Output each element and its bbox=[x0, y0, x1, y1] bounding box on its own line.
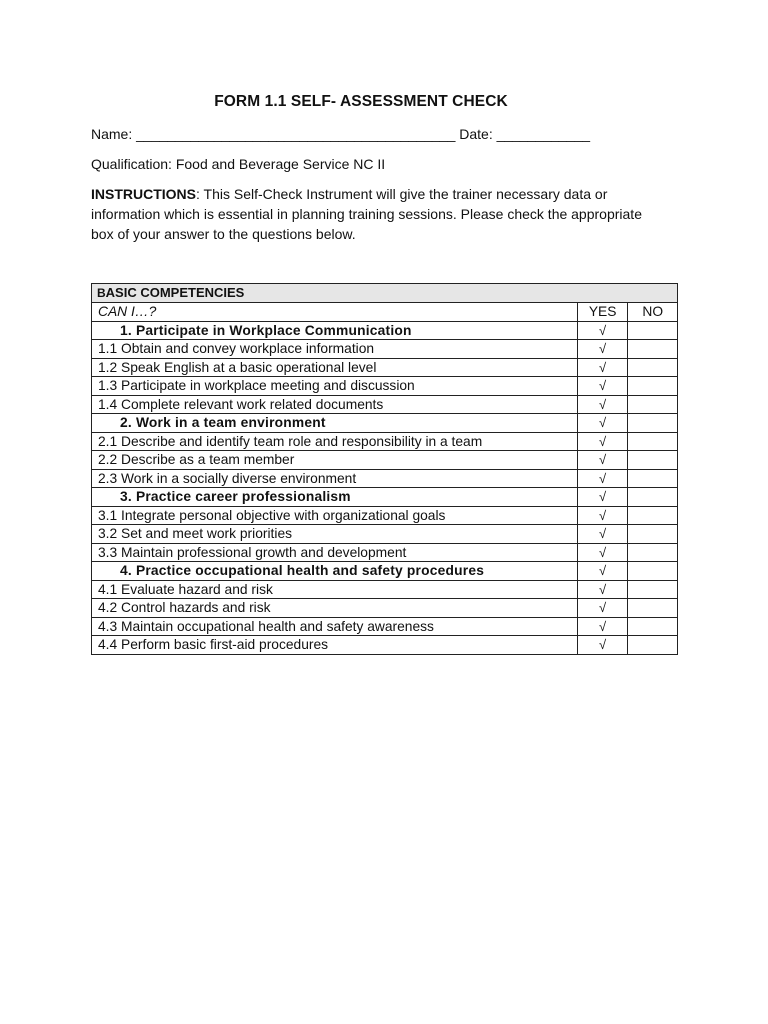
table-row bbox=[92, 599, 678, 618]
competency-rows bbox=[92, 321, 678, 654]
no-checkbox-cell[interactable] bbox=[628, 414, 678, 433]
competency-question: 4.1 Evaluate hazard and risk bbox=[92, 580, 578, 599]
no-checkbox-cell[interactable] bbox=[628, 599, 678, 618]
table-row bbox=[92, 340, 678, 359]
no-checkbox-cell[interactable] bbox=[628, 469, 678, 488]
table-row bbox=[92, 377, 678, 396]
competency-question: 4.2 Control hazards and risk bbox=[92, 599, 578, 618]
table-row bbox=[92, 543, 678, 562]
table-row bbox=[92, 525, 678, 544]
no-checkbox-cell[interactable] bbox=[628, 617, 678, 636]
no-checkbox-cell[interactable] bbox=[628, 580, 678, 599]
no-checkbox-cell[interactable] bbox=[628, 432, 678, 451]
table-row bbox=[92, 636, 678, 655]
no-checkbox-cell[interactable] bbox=[628, 358, 678, 377]
competency-question: 3.3 Maintain professional growth and development bbox=[92, 543, 578, 562]
no-checkbox-cell[interactable] bbox=[628, 395, 678, 414]
col-yes-header: YES bbox=[577, 303, 628, 322]
table-row bbox=[92, 395, 678, 414]
no-checkbox-cell[interactable] bbox=[628, 543, 678, 562]
form-title bbox=[0, 93, 768, 111]
competency-question: 3.1 Integrate personal objective with organizational goals bbox=[92, 506, 578, 525]
yes-checkbox-cell[interactable]: √ bbox=[577, 543, 628, 562]
column-header-row bbox=[92, 303, 678, 322]
competency-question: 2.2 Describe as a team member bbox=[92, 451, 578, 470]
no-checkbox-cell[interactable] bbox=[628, 321, 678, 340]
competency-question: 1.3 Participate in workplace meeting and discussion bbox=[92, 377, 578, 396]
competency-question: 1.1 Obtain and convey workplace information bbox=[92, 340, 578, 359]
table-row bbox=[92, 414, 678, 433]
instructions-text: : This Self-Check Instrument will give the trainer necessary data or information which is essential in planning training sessions. Please check the appropriate box of your answer to the questions below. bbox=[91, 186, 642, 242]
competency-question: 1. Participate in Workplace Communication bbox=[92, 321, 578, 340]
competencies-table bbox=[91, 283, 678, 655]
no-checkbox-cell[interactable] bbox=[628, 488, 678, 507]
yes-checkbox-cell[interactable]: √ bbox=[577, 469, 628, 488]
yes-checkbox-cell[interactable]: √ bbox=[577, 506, 628, 525]
yes-checkbox-cell[interactable]: √ bbox=[577, 414, 628, 433]
name-date-line: Name: _________________________________________ Date: ____________ bbox=[91, 126, 591, 142]
competency-question: 1.4 Complete relevant work related documents bbox=[92, 395, 578, 414]
table-row bbox=[92, 506, 678, 525]
table-row bbox=[92, 358, 678, 377]
table-row bbox=[92, 451, 678, 470]
no-checkbox-cell[interactable] bbox=[628, 562, 678, 581]
heading-initial: B bbox=[97, 286, 106, 300]
yes-checkbox-cell[interactable]: √ bbox=[577, 525, 628, 544]
competency-question: 2.1 Describe and identify team role and responsibility in a team bbox=[92, 432, 578, 451]
no-checkbox-cell[interactable] bbox=[628, 636, 678, 655]
no-checkbox-cell[interactable] bbox=[628, 340, 678, 359]
competency-question: 2. Work in a team environment bbox=[92, 414, 578, 433]
table-row bbox=[92, 469, 678, 488]
yes-checkbox-cell[interactable]: √ bbox=[577, 377, 628, 396]
yes-checkbox-cell[interactable]: √ bbox=[577, 321, 628, 340]
competency-question: 2.3 Work in a socially diverse environment bbox=[92, 469, 578, 488]
instructions-label: INSTRUCTIONS bbox=[91, 186, 196, 202]
competency-question: 4.4 Perform basic first-aid procedures bbox=[92, 636, 578, 655]
competency-question: 3. Practice career professionalism bbox=[92, 488, 578, 507]
yes-checkbox-cell[interactable]: √ bbox=[577, 580, 628, 599]
yes-checkbox-cell[interactable]: √ bbox=[577, 617, 628, 636]
yes-checkbox-cell[interactable]: √ bbox=[577, 358, 628, 377]
col-question-header: CAN I…? bbox=[92, 303, 578, 322]
form-title-text: FORM 1.1 SELF- ASSESSMENT CHECK bbox=[214, 93, 508, 110]
table-header-row bbox=[92, 284, 678, 303]
competency-question: 3.2 Set and meet work priorities bbox=[92, 525, 578, 544]
yes-checkbox-cell[interactable]: √ bbox=[577, 432, 628, 451]
qualification-line: Qualification: Food and Beverage Service NC II bbox=[91, 156, 386, 172]
yes-checkbox-cell[interactable]: √ bbox=[577, 451, 628, 470]
col-no-header: NO bbox=[628, 303, 678, 322]
competency-question: 4. Practice occupational health and safety procedures bbox=[92, 562, 578, 581]
competency-question: 1.2 Speak English at a basic operational level bbox=[92, 358, 578, 377]
yes-checkbox-cell[interactable]: √ bbox=[577, 488, 628, 507]
table-row bbox=[92, 562, 678, 581]
instructions-paragraph bbox=[91, 184, 661, 244]
no-checkbox-cell[interactable] bbox=[628, 525, 678, 544]
table-row bbox=[92, 580, 678, 599]
no-checkbox-cell[interactable] bbox=[628, 506, 678, 525]
competency-question: 4.3 Maintain occupational health and safety awareness bbox=[92, 617, 578, 636]
heading-rest: ASIC COMPETENCIES bbox=[105, 285, 245, 300]
table-row bbox=[92, 488, 678, 507]
no-checkbox-cell[interactable] bbox=[628, 377, 678, 396]
yes-checkbox-cell[interactable]: √ bbox=[577, 599, 628, 618]
table-row bbox=[92, 432, 678, 451]
basic-competencies-heading bbox=[92, 284, 678, 303]
table-row bbox=[92, 321, 678, 340]
yes-checkbox-cell[interactable]: √ bbox=[577, 395, 628, 414]
no-checkbox-cell[interactable] bbox=[628, 451, 678, 470]
table-row bbox=[92, 617, 678, 636]
yes-checkbox-cell[interactable]: √ bbox=[577, 562, 628, 581]
yes-checkbox-cell[interactable]: √ bbox=[577, 636, 628, 655]
yes-checkbox-cell[interactable]: √ bbox=[577, 340, 628, 359]
